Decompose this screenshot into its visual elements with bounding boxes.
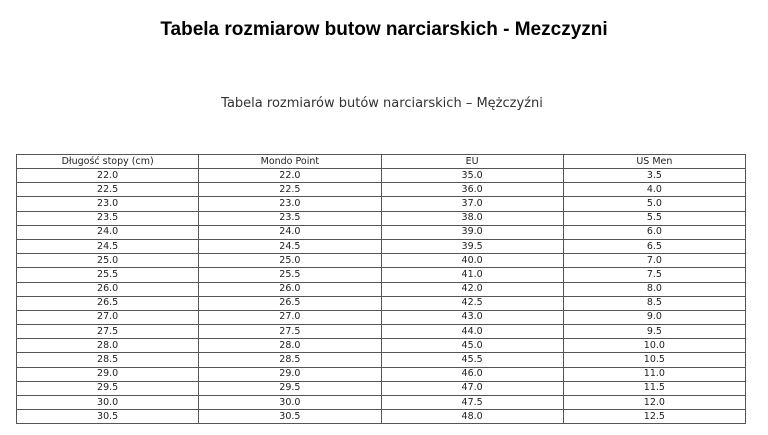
foot-length-cell: 22.0 (17, 169, 199, 183)
header-us-men: US Men (563, 155, 745, 169)
eu-cell: 45.5 (381, 353, 563, 367)
eu-cell: 38.0 (381, 211, 563, 225)
us-men-cell: 6.5 (563, 239, 745, 253)
table-row (17, 339, 746, 353)
size-chart-table (16, 154, 746, 424)
table-row (17, 367, 746, 381)
eu-cell: 39.0 (381, 225, 563, 239)
header-eu: EU (381, 155, 563, 169)
eu-cell: 48.0 (381, 410, 563, 424)
eu-cell: 45.0 (381, 339, 563, 353)
mondo-point-cell: 28.0 (199, 339, 381, 353)
table-row (17, 183, 746, 197)
mondo-point-cell: 23.5 (199, 211, 381, 225)
foot-length-cell: 28.5 (17, 353, 199, 367)
eu-cell: 47.0 (381, 381, 563, 395)
table-row (17, 396, 746, 410)
eu-cell: 42.0 (381, 282, 563, 296)
table-row (17, 310, 746, 324)
eu-cell: 42.5 (381, 296, 563, 310)
mondo-point-cell: 30.5 (199, 410, 381, 424)
us-men-cell: 11.0 (563, 367, 745, 381)
header-row (17, 155, 746, 169)
table-row (17, 353, 746, 367)
us-men-cell: 10.5 (563, 353, 745, 367)
us-men-cell: 10.0 (563, 339, 745, 353)
foot-length-cell: 22.5 (17, 183, 199, 197)
us-men-cell: 3.5 (563, 169, 745, 183)
us-men-cell: 8.5 (563, 296, 745, 310)
foot-length-cell: 27.0 (17, 310, 199, 324)
mondo-point-cell: 29.0 (199, 367, 381, 381)
foot-length-cell: 29.0 (17, 367, 199, 381)
us-men-cell: 11.5 (563, 381, 745, 395)
eu-cell: 39.5 (381, 239, 563, 253)
mondo-point-cell: 26.0 (199, 282, 381, 296)
us-men-cell: 12.5 (563, 410, 745, 424)
foot-length-cell: 25.0 (17, 254, 199, 268)
foot-length-cell: 30.5 (17, 410, 199, 424)
table-row (17, 381, 746, 395)
table-header (17, 155, 746, 169)
mondo-point-cell: 23.0 (199, 197, 381, 211)
foot-length-cell: 23.5 (17, 211, 199, 225)
mondo-point-cell: 29.5 (199, 381, 381, 395)
eu-cell: 36.0 (381, 183, 563, 197)
foot-length-cell: 25.5 (17, 268, 199, 282)
table-caption: Tabela rozmiarów butów narciarskich – Mężczyźni (221, 96, 543, 111)
us-men-cell: 7.0 (563, 254, 745, 268)
mondo-point-cell: 26.5 (199, 296, 381, 310)
mondo-point-cell: 24.5 (199, 239, 381, 253)
foot-length-cell: 26.5 (17, 296, 199, 310)
table-row (17, 254, 746, 268)
eu-cell: 46.0 (381, 367, 563, 381)
foot-length-cell: 27.5 (17, 325, 199, 339)
table-row (17, 410, 746, 424)
us-men-cell: 5.5 (563, 211, 745, 225)
foot-length-cell: 28.0 (17, 339, 199, 353)
us-men-cell: 8.0 (563, 282, 745, 296)
table-row (17, 282, 746, 296)
table-row (17, 325, 746, 339)
foot-length-cell: 24.0 (17, 225, 199, 239)
header-mondo-point: Mondo Point (199, 155, 381, 169)
us-men-cell: 6.0 (563, 225, 745, 239)
mondo-point-cell: 27.5 (199, 325, 381, 339)
table-body (17, 169, 746, 424)
eu-cell: 37.0 (381, 197, 563, 211)
us-men-cell: 9.0 (563, 310, 745, 324)
us-men-cell: 4.0 (563, 183, 745, 197)
us-men-cell: 9.5 (563, 325, 745, 339)
foot-length-cell: 23.0 (17, 197, 199, 211)
eu-cell: 47.5 (381, 396, 563, 410)
us-men-cell: 7.5 (563, 268, 745, 282)
mondo-point-cell: 22.0 (199, 169, 381, 183)
eu-cell: 40.0 (381, 254, 563, 268)
eu-cell: 41.0 (381, 268, 563, 282)
eu-cell: 35.0 (381, 169, 563, 183)
foot-length-cell: 30.0 (17, 396, 199, 410)
page-title: Tabela rozmiarow butow narciarskich - Mezczyzni (160, 19, 608, 40)
table-row (17, 296, 746, 310)
mondo-point-cell: 27.0 (199, 310, 381, 324)
eu-cell: 43.0 (381, 310, 563, 324)
mondo-point-cell: 24.0 (199, 225, 381, 239)
mondo-point-cell: 25.5 (199, 268, 381, 282)
eu-cell: 44.0 (381, 325, 563, 339)
mondo-point-cell: 28.5 (199, 353, 381, 367)
table-row (17, 169, 746, 183)
foot-length-cell: 26.0 (17, 282, 199, 296)
mondo-point-cell: 30.0 (199, 396, 381, 410)
mondo-point-cell: 25.0 (199, 254, 381, 268)
us-men-cell: 5.0 (563, 197, 745, 211)
foot-length-cell: 24.5 (17, 239, 199, 253)
foot-length-cell: 29.5 (17, 381, 199, 395)
us-men-cell: 12.0 (563, 396, 745, 410)
table-row (17, 211, 746, 225)
mondo-point-cell: 22.5 (199, 183, 381, 197)
table-row (17, 268, 746, 282)
table-row (17, 225, 746, 239)
table-row (17, 239, 746, 253)
header-foot-length: Długość stopy (cm) (17, 155, 199, 169)
table-row (17, 197, 746, 211)
